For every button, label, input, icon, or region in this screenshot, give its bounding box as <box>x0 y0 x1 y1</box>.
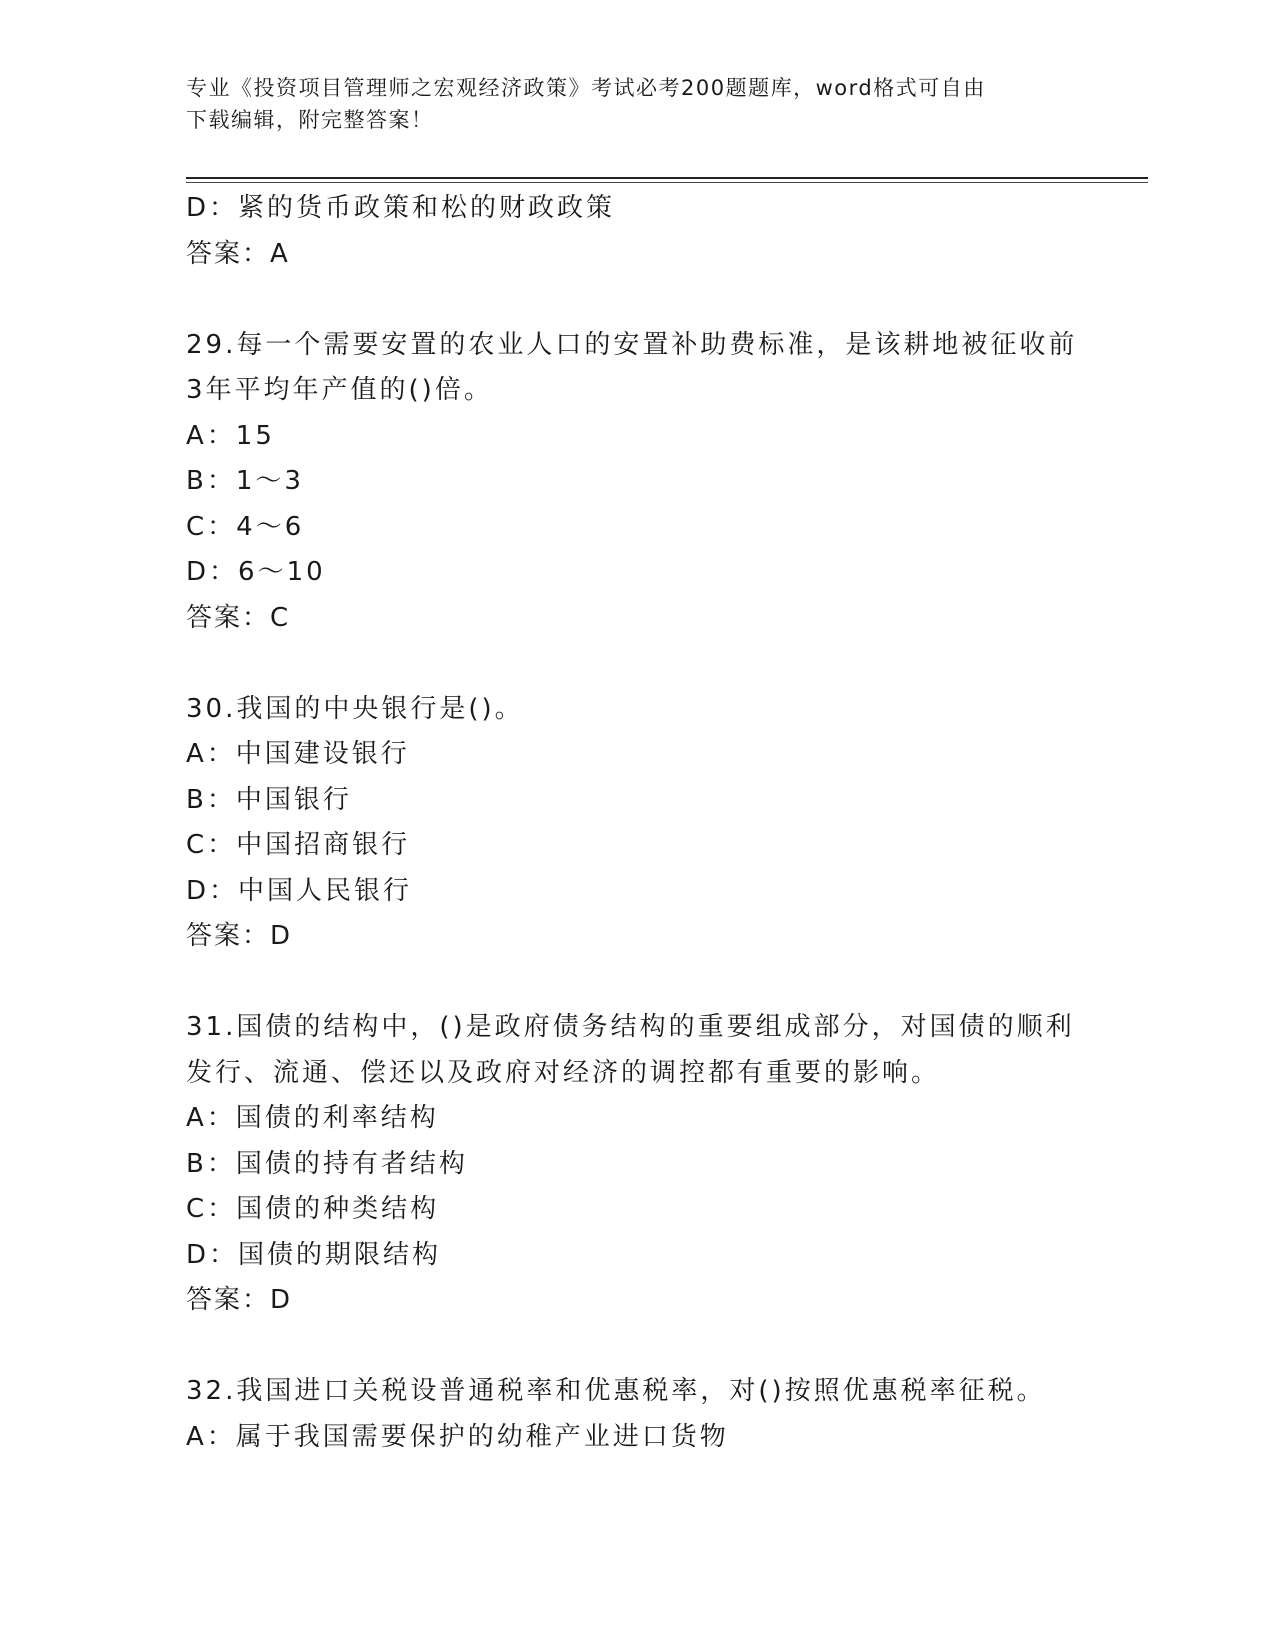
q29-option-d: D：6～10 <box>186 557 326 587</box>
q30-option-d: D：中国人民银行 <box>186 875 413 906</box>
q31-option-b: B：国债的持有者结构 <box>186 1148 468 1179</box>
spacer <box>186 277 1086 323</box>
q31-option-a: A：国债的利率结构 <box>186 1103 439 1133</box>
prev-option-d: D：紧的货币政策和松的财政政策 <box>186 193 616 223</box>
header-line-1: 专业《投资项目管理师之宏观经济政策》考试必考200题题库，word格式可自由 <box>186 76 986 100</box>
q29-option-c: C：4～6 <box>186 511 305 542</box>
spacer <box>186 1324 1086 1370</box>
q30-option-a: A：中国建设银行 <box>186 739 410 769</box>
prev-answer: 答案：A <box>186 238 290 269</box>
q32-stem-line-1: 32.我国进口关税设普通税率和优惠税率，对()按照优惠税率征税。 <box>186 1376 1046 1406</box>
q29-stem-line-2: 3年平均年产值的()倍。 <box>186 375 493 405</box>
q29-stem-line-1: 29.每一个需要安置的农业人口的安置补助费标准，是该耕地被征收前 <box>186 329 1078 360</box>
question-list <box>186 186 1086 1460</box>
spacer <box>186 960 1086 1006</box>
spacer <box>186 641 1086 687</box>
header-divider-thin <box>186 182 1148 183</box>
q31-stem-line-2: 发行、流通、偿还以及政府对经济的调控都有重要的影响。 <box>186 1057 941 1088</box>
q30-option-b: B：中国银行 <box>186 784 352 815</box>
document-header <box>186 72 1066 136</box>
header-line-2: 下载编辑，附完整答案！ <box>186 108 434 132</box>
q32-option-a: A：属于我国需要保护的幼稚产业进口货物 <box>186 1421 729 1452</box>
q31-stem-line-1: 31.国债的结构中，()是政府债务结构的重要组成部分，对国债的顺利 <box>186 1012 1075 1042</box>
q30-option-c: C：中国招商银行 <box>186 830 411 860</box>
q29-option-b: B：1～3 <box>186 466 304 496</box>
q30-stem-line-1: 30.我国的中央银行是()。 <box>186 693 524 724</box>
q31-answer: 答案：D <box>186 1285 293 1315</box>
q31-option-c: C：国债的种类结构 <box>186 1194 440 1224</box>
q29-answer: 答案：C <box>186 602 291 633</box>
header-divider-thick <box>186 177 1148 179</box>
q30-answer: 答案：D <box>186 921 293 951</box>
q29-option-a: A：15 <box>186 420 275 451</box>
q31-option-d: D：国债的期限结构 <box>186 1239 442 1270</box>
